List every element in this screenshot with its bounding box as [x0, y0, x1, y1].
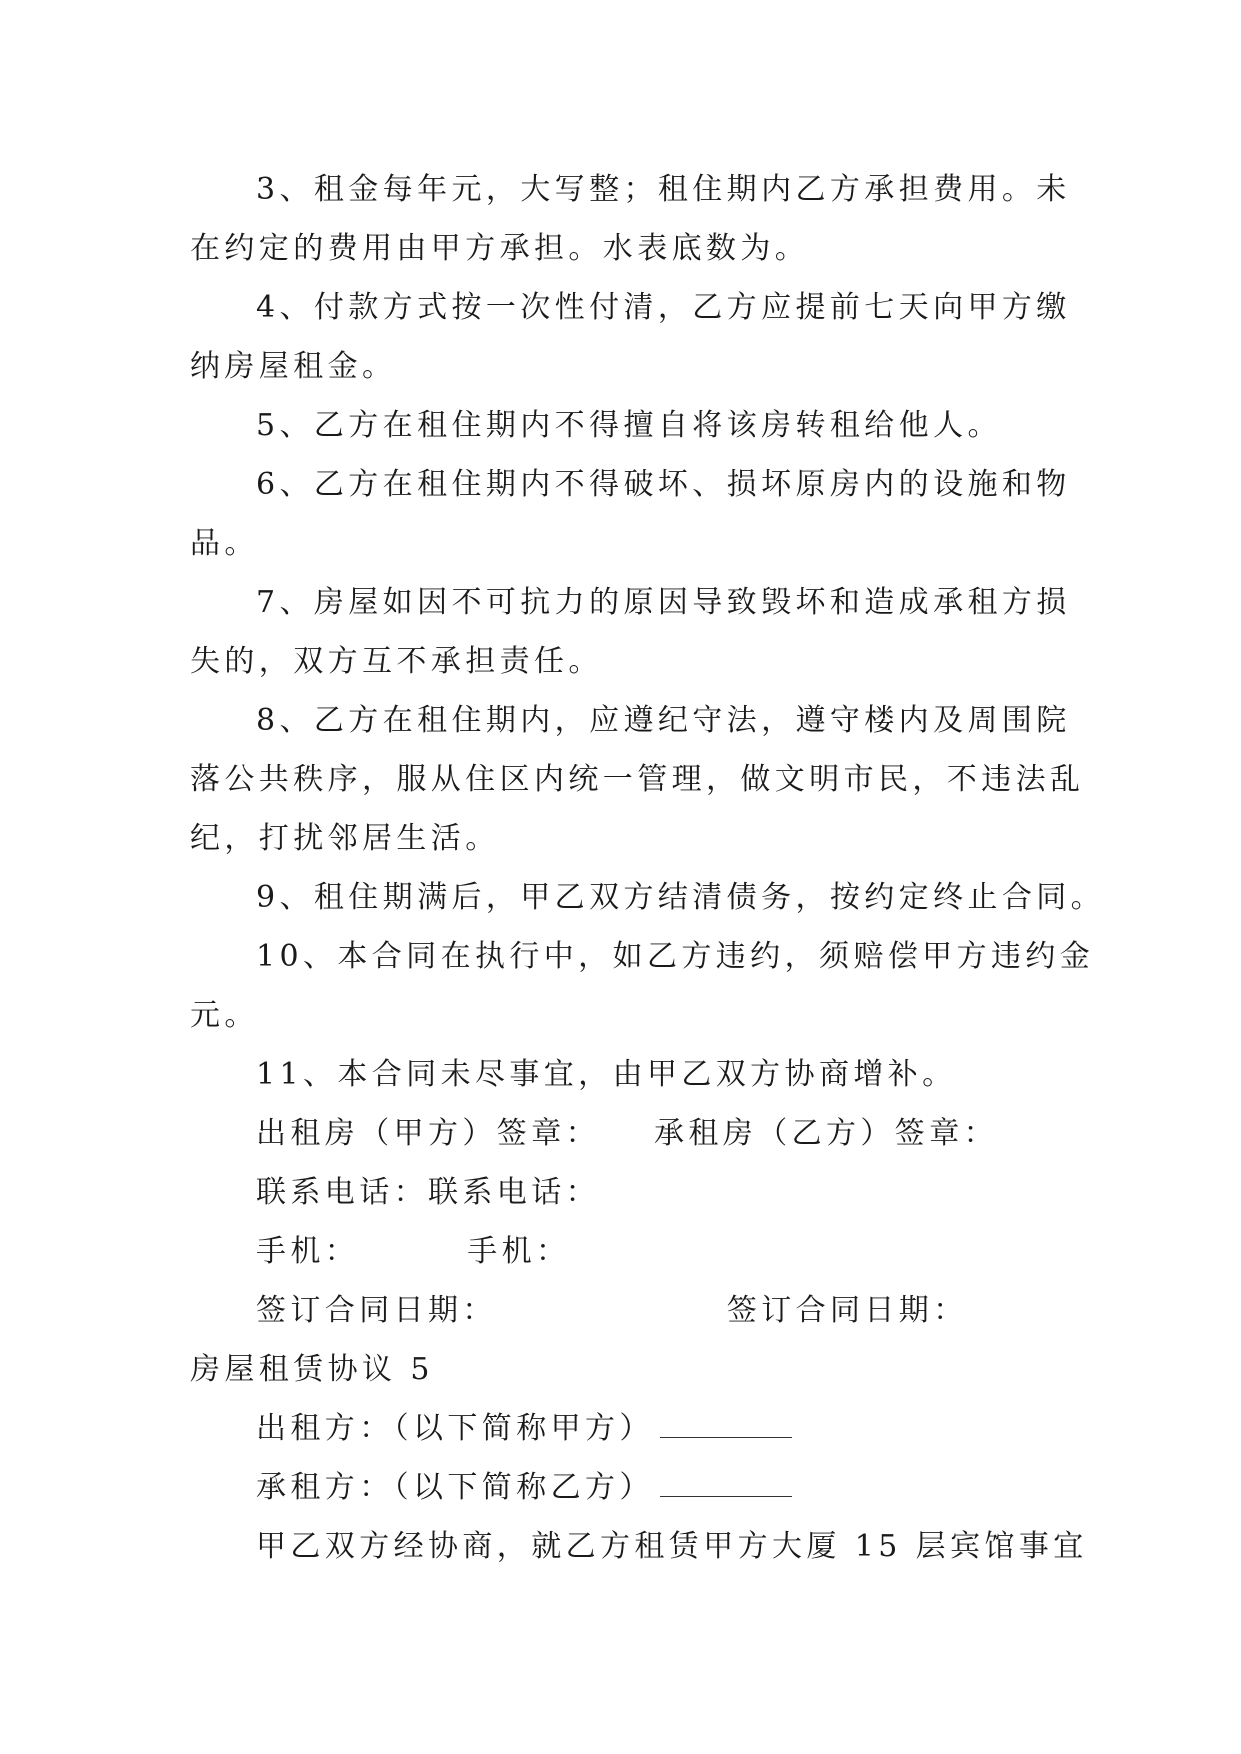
- clause-8-line-3: 纪，打扰邻居生活。: [190, 821, 500, 856]
- intro-line: 甲乙双方经协商，就乙方租赁甲方大厦 15 层宾馆事宜: [256, 1529, 1088, 1564]
- lessor-signature-label: 出租房（甲方）签章：: [256, 1116, 600, 1151]
- mobile-label-lessee: 手机：: [467, 1234, 571, 1269]
- clause-10-line-1: 10、本合同在执行中，如乙方违约，须赔偿甲方违约金: [256, 939, 1095, 974]
- mobile-row: [190, 1222, 1070, 1281]
- clause-4-line-1: 4、付款方式按一次性付清，乙方应提前七天向甲方缴: [256, 290, 1071, 325]
- clause-3-line-2: 在约定的费用由甲方承担。水表底数为。: [190, 231, 810, 266]
- clause-5: 5、乙方在租住期内不得擅自将该房转租给他人。: [256, 408, 1002, 443]
- clause-8-line-1: 8、乙方在租住期内，应遵纪守法，遵守楼内及周围院: [256, 703, 1071, 738]
- clause-6-line-2: 品。: [190, 526, 259, 561]
- signature-row: [190, 1104, 1070, 1163]
- lessor-line: [190, 1399, 1070, 1458]
- lessor-blank: [660, 1411, 792, 1438]
- lessor-label: 出租方：（以下简称甲方）: [256, 1411, 654, 1446]
- mobile-label-lessor: 手机：: [256, 1234, 360, 1269]
- clause-3-line-1: 3、租金每年元，大写整；租住期内乙方承担费用。未: [256, 172, 1071, 207]
- lessee-signature-label: 承租房（乙方）签章：: [654, 1116, 998, 1151]
- date-label-lessor: 签订合同日期：: [256, 1293, 497, 1328]
- lessee-blank: [660, 1470, 792, 1497]
- clause-8-line-2: 落公共秩序，服从住区内统一管理，做文明市民，不违法乱: [190, 762, 1085, 797]
- date-row: [190, 1281, 1070, 1340]
- lessee-label: 承租方：（以下简称乙方）: [256, 1470, 654, 1505]
- clause-7-line-1: 7、房屋如因不可抗力的原因导致毁坏和造成承租方损: [256, 585, 1071, 620]
- phone-row: 联系电话：联系电话：: [256, 1175, 600, 1210]
- clause-7-line-2: 失的，双方互不承担责任。: [190, 644, 603, 679]
- document-page: [190, 160, 1106, 1576]
- clause-11: 11、本合同未尽事宜，由甲乙双方协商增补。: [256, 1057, 957, 1092]
- date-label-lessee: 签订合同日期：: [726, 1293, 968, 1328]
- clause-4-line-2: 纳房屋租金。: [190, 349, 397, 384]
- clause-10-line-2: 元。: [190, 998, 259, 1033]
- lessee-line: [190, 1458, 1070, 1517]
- clause-6-line-1: 6、乙方在租住期内不得破坏、损坏原房内的设施和物: [256, 467, 1071, 502]
- clause-9: 9、租住期满后，甲乙双方结清债务，按约定终止合同。: [256, 880, 1106, 915]
- section-title: 房屋租赁协议 5: [190, 1352, 434, 1387]
